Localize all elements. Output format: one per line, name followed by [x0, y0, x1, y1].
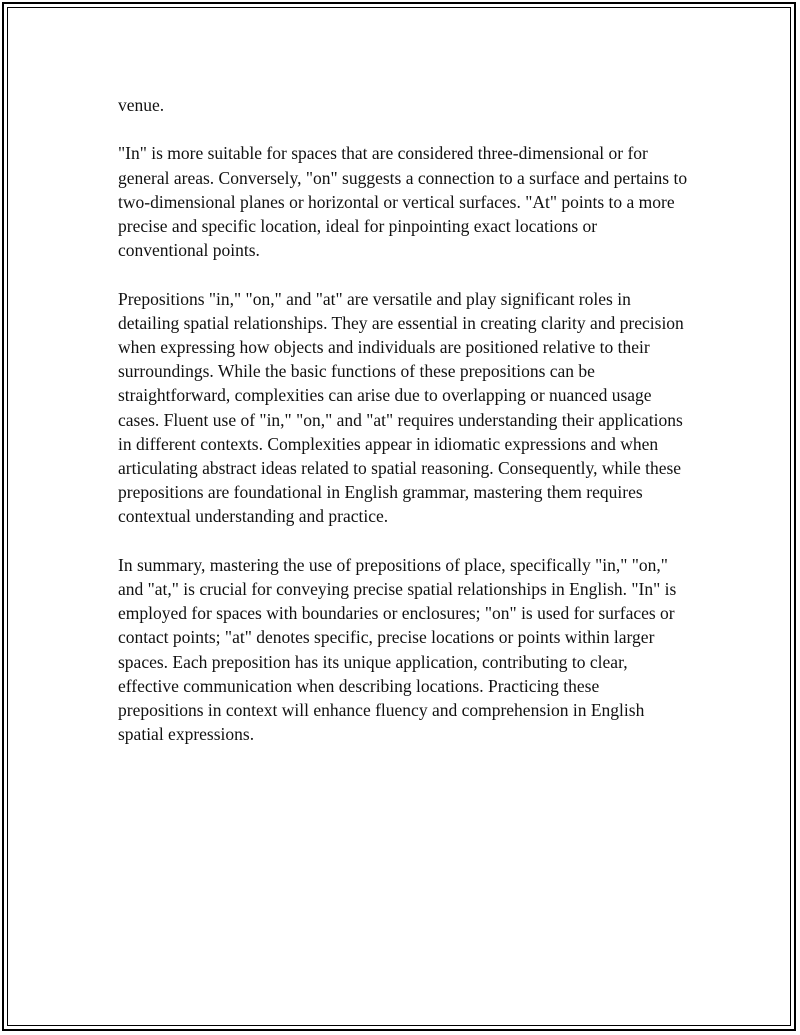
paragraph-summary: In summary, mastering the use of prepositions of place, specifically "in," "on," and "at," is crucial for conveying precise spatial relationships in English. "In" is employed for spaces with boundaries or enclosures; "on" is used for surfaces or contact points; "at" denotes specific, precise locations or points within larger spaces. Each preposition has its unique application, contributing to clear, effective communication when describing locations. Practicing these prepositions in context will enhance fluency and comprehension in English spatial expressions.: [118, 554, 677, 745]
paragraph-in-on-at-definitions: "In" is more suitable for spaces that are considered three-dimensional or for general areas. Conversely, "on" suggests a connection to a surface and pertains to two-dimensional planes or horizontal or vertical surfaces. "At" points to a more precise and specific location, ideal for pinpointing exact locations or conventional points.: [118, 143, 688, 261]
paragraph-prepositions-versatility: Prepositions "in," "on," and "at" are versatile and play significant roles in detailing spatial relationships. They are essential in creating clarity and precision when expressing how objects and individuals are positioned relative to their surroundings. While the basic functions of these prepositions can be straightforward, complexities can arise due to overlapping or nuanced usage cases. Fluent use of "in," "on," and "at" requires understanding their applications in different contexts. Complexities appear in idiomatic expressions and when articulating abstract ideas related to spatial reasoning. Consequently, while these prepositions are foundational in English grammar, mastering them requires contextual understanding and practice.: [118, 288, 684, 527]
paragraph-continuation: venue.: [118, 95, 165, 115]
document-body: [118, 93, 688, 771]
